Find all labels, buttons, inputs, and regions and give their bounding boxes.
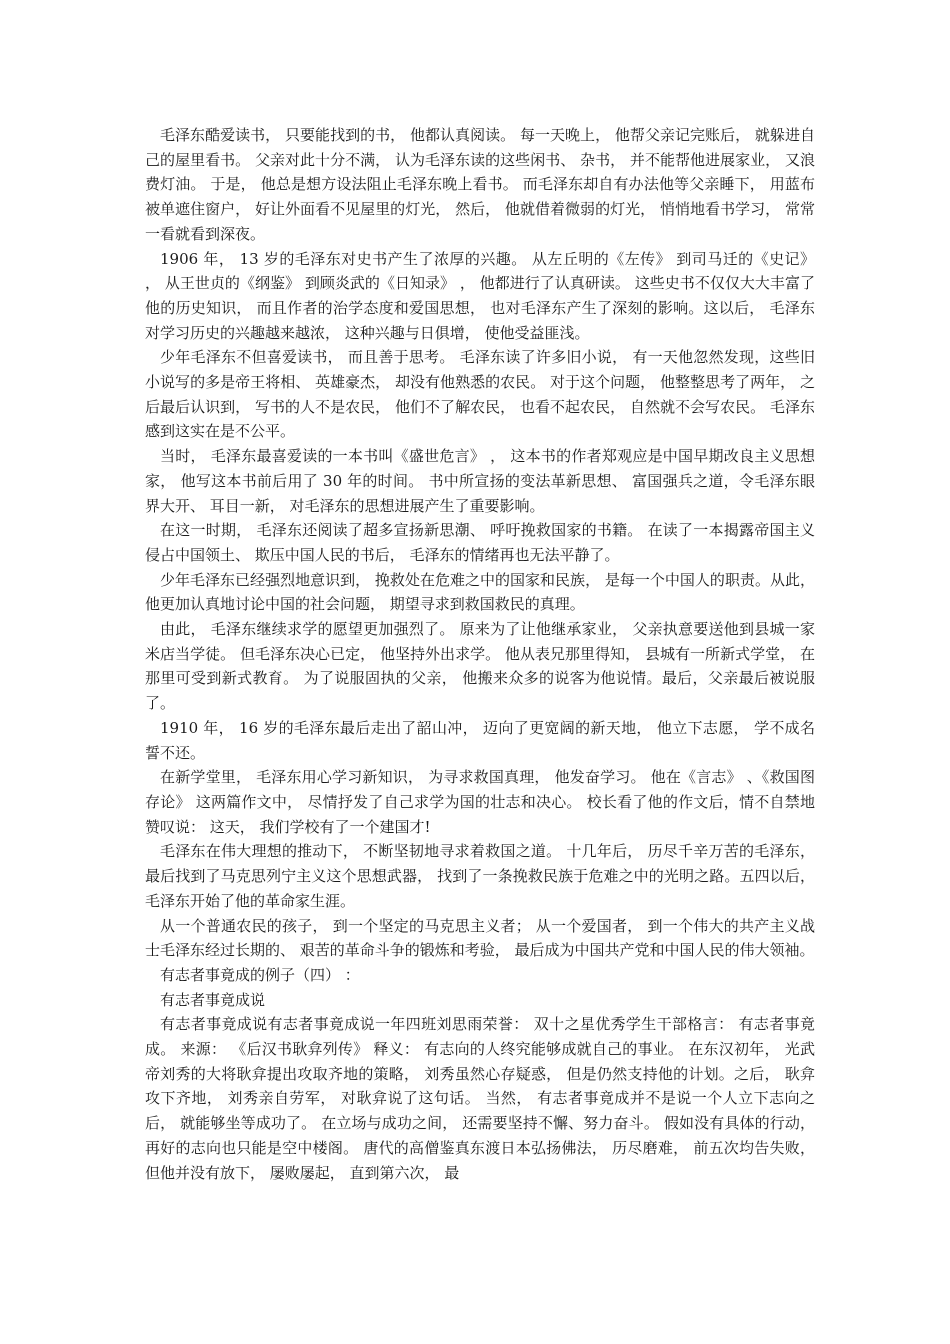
- paragraph-history-books: 1906 年， 13 岁的毛泽东对史书产生了浓厚的兴趣。 从左丘明的《左传》 到司马迁的《史记》 ， 从王世贞的《纲鉴》 到顾炎武的《日知录》 ， 他都进行了认真研读。 这些史书不仅仅大大丰富了他的历史知识， 而且作者的治学态度和爱国思想， 也对毛泽东产生了深刻的影响。这以后， 毛泽东对学习历史的兴趣越来越浓， 这种兴趣与日俱增， 使他受益匪浅。: [145, 249, 815, 342]
- document-page: [145, 123, 815, 1185]
- paragraph-new-school: 在新学堂里， 毛泽东用心学习新知识， 为寻求救国真理， 他发奋学习。 他在《言志》 、《救国图存论》 这两篇作文中， 尽情抒发了自己求学为国的壮志和决心。 校长看了他的作文后，情不自禁地赞叹说： 这天， 我们学校有了一个建国才!: [145, 768, 815, 836]
- paragraph-shengshi-weiyan: 当时， 毛泽东最喜爱读的一本书叫《盛世危言》 ， 这本书的作者郑观应是中国早期改良主义思想家， 他写这本书前后用了 30 年的时间。 书中所宣扬的变法革新思想、 富国强兵之道，令毛泽东眼界大开、 耳目一新， 对毛泽东的思想进展产生了重要影响。: [145, 447, 815, 515]
- paragraph-leaving-shaoshan: 1910 年， 16 岁的毛泽东最后走出了韶山冲， 迈向了更宽阔的新天地， 他立下志愿， 学不成名誓不还。: [145, 718, 815, 762]
- paragraph-essay: 有志者事竟成说有志者事竟成说一年四班刘思雨荣誉： 双十之星优秀学生干部格言： 有志者事竟成。 来源： 《后汉书耿弇列传》 释义： 有志向的人终究能够成就自己的事业。 在东汉初年， 光武帝刘秀的大将耿弇提出攻取齐地的策略， 刘秀虽然心存疑惑， 但是仍然支持他的计划。之后， 耿弇攻下齐地， 刘秀亲自劳军， 对耿弇说了这句话。 当然， 有志者事竟成并不是说一个人立下志向之后， 就能够坐等成功了。 在立场与成功之间， 还需要坚持不懈、努力奋斗。 假如没有具体的行动， 再好的志向也只能是空中楼阁。 唐代的高僧鉴真东渡日本弘扬佛法， 历尽磨难， 前五次均告失败， 但他并没有放下， 屡败屡起， 直到第六次， 最: [145, 1015, 815, 1182]
- paragraph-responsibility: 少年毛泽东已经强烈地意识到， 挽救处在危难之中的国家和民族， 是每一个中国人的职责。从此， 他更加认真地讨论中国的社会问题， 期望寻求到救国救民的真理。: [145, 570, 815, 614]
- paragraph-new-thought-books: 在这一时期， 毛泽东还阅读了超多宣扬新思潮、 呼吁挽救国家的书籍。 在读了一本揭露帝国主义侵占中国领土、 欺压中国人民的书后， 毛泽东的情绪再也无法平静了。: [145, 521, 815, 564]
- paragraph-thinking: 少年毛泽东不但喜爱读书， 而且善于思考。 毛泽东读了许多旧小说， 有一天他忽然发现，这些旧小说写的多是帝王将相、 英雄豪杰， 却没有他熟悉的农民。 对于这个问题， 他整整思考了两年， 之后最后认识到， 写书的人不是农民， 他们不了解农民， 也看不起农民， 自然就不会写农民。 毛泽东感到这实在是不公平。: [145, 348, 815, 441]
- paragraph-reading-habit: 毛泽东酷爱读书， 只要能找到的书， 他都认真阅读。 每一天晚上， 他帮父亲记完账后， 就躲进自己的屋里看书。 父亲对此十分不满， 认为毛泽东读的这些闲书、 杂书， 并不能帮他进展家业， 又浪费灯油。 于是， 他总是想方设法阻止毛泽东晚上看书。 而毛泽东却自有办法他等父亲睡下， 用蓝布被单遮住窗户， 好让外面看不见屋里的灯光， 然后， 他就借着微弱的灯光， 悄悄地看书学习， 常常一看就看到深夜。: [145, 126, 815, 243]
- section-subheading: 有志者事竟成说: [160, 990, 266, 1009]
- paragraph-marxism: 毛泽东在伟大理想的推动下， 不断坚韧地寻求着救国之道。 十几年后， 历尽千辛万苦的毛泽东， 最后找到了马克思列宁主义这个思想武器， 找到了一条挽救民族于危难之中的光明之路。五四以后， 毛泽东开始了他的革命家生涯。: [145, 842, 815, 910]
- paragraph-study-desire: 由此， 毛泽东继续求学的愿望更加强烈了。 原来为了让他继承家业， 父亲执意要送他到县城一家米店当学徒。 但毛泽东决心已定， 他坚持外出求学。 他从表兄那里得知， 县城有一所新式学堂， 在那里可受到新式教育。 为了说服固执的父亲， 他搬来众多的说客为他说情。最后，父亲最后被说服了。: [145, 620, 815, 713]
- section-heading-example-four: 有志者事竟成的例子（四） ：: [160, 965, 360, 984]
- paragraph-great-leader: 从一个普通农民的孩子， 到一个坚定的马克思主义者； 从一个爱国者， 到一个伟大的共产主义战士毛泽东经过长期的、 艰苦的革命斗争的锻炼和考验， 最后成为中国共产党和中国人民的伟大领袖。: [145, 916, 815, 960]
